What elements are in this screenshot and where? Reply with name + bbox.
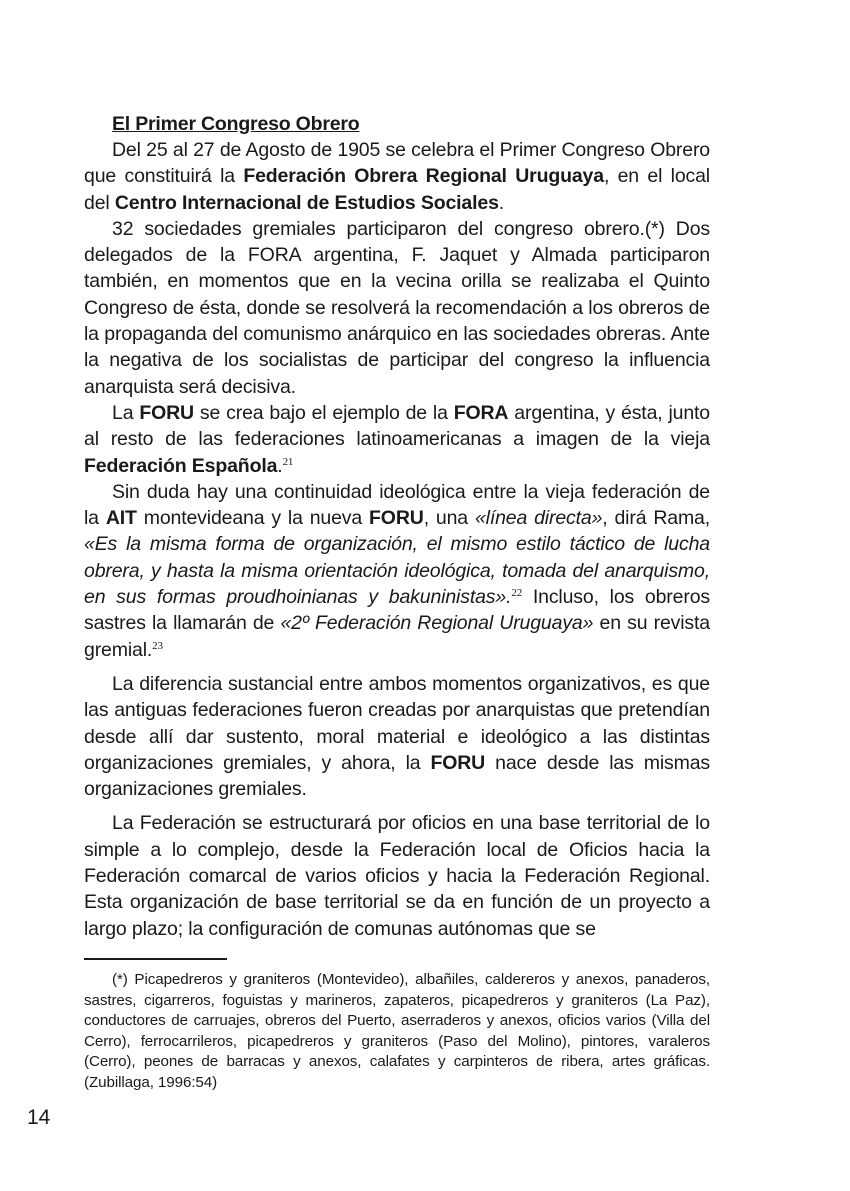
p3-text-c: se crea bajo el ejemplo de la (193, 401, 454, 424)
footnote-ref-22: 22 (511, 587, 523, 600)
p4-text-e: , dirá Rama, (602, 507, 711, 530)
p4-bold-foru: FORU (369, 507, 424, 530)
footnote-text: (*) Picapedreros y graniteros (Montevideo), albañiles, caldereros y anexos, panaderos, sastres, cigarreros, foguistas y marineros, zapateros, picapedreros y graniteros (La Paz), conductores de carruajes, obreros del Puerto, aserraderos y anexos, oficios varios (Villa del Cerro), ferrocarrileros, picapedreros y graniteros (Paso del Molino), pintores, varaleros (Cerro), peones de barracas y anexos, calafates y carpinteros de ribera, artes gráficas. (Zubillaga, 1996:54) (84, 971, 710, 1091)
p1-text-d: . (498, 191, 505, 214)
p3-bold-federacion-espanola: Federación Española (84, 454, 278, 477)
p1-bold-foru-name: Federación Obrera Regional Uruguaya (243, 165, 604, 188)
p4-text-g: en su revista gremial. (84, 612, 710, 661)
p5-text-a: La diferencia sustancial entre ambos momentos organizativos, es que las antiguas federaciones fueron creadas por anarquistas que pretendían desde allí dar sustento, moral material e ideológico a las distintas organizaciones gremiales, y ahora, la (84, 672, 710, 774)
p1-bold-centro-name: Centro Internacional de Estudios Sociales (114, 191, 499, 214)
p3-bold-fora: FORA (453, 401, 509, 424)
p4-italic-federacion: «2º Federación Regional Uruguaya» (280, 612, 594, 635)
paragraph-6: La Federación se estructurará por oficios en una base territorial de lo simple a lo complejo, desde la Federación local de Oficios hacia la Federación comarcal de varios oficios y hacia la Federación Regional. Esta organización de base territorial se da en función de un proyecto a largo plazo; la configuración de comunas autónomas que se (84, 812, 710, 940)
p4-text-c: montevideana y la nueva (136, 507, 370, 530)
footnote-ref-21: 21 (282, 455, 294, 468)
p4-italic-linea-directa: «línea directa» (474, 507, 603, 530)
p5-bold-foru: FORU (430, 751, 486, 774)
paragraph-4 (84, 479, 710, 663)
footnote-ref-23: 23 (152, 639, 163, 652)
p1-text-c: , en el local del (84, 165, 710, 214)
p1-text-a: Del 25 al 27 de Agosto de 1905 se celebra el Primer Congreso Obrero que constituirá la (84, 139, 710, 188)
p3-text-e: . (277, 454, 283, 477)
p5-text-c: nace desde las mismas organizaciones gremiales. (84, 751, 710, 801)
footnote-divider (84, 958, 227, 960)
paragraph-5 (84, 671, 710, 802)
p3-bold-foru: FORU (139, 401, 194, 424)
paragraph-3 (84, 400, 710, 479)
p4-italic-quote: «Es la misma forma de organización, el mismo estilo táctico de lucha obrera, y hasta la misma orientación ideológica, tomada del anarquismo, en sus formas proudhoinianas y bakuninistas». (84, 533, 710, 609)
p4-text-f: Incluso, los obreros sastres la llamarán de (84, 586, 710, 635)
paragraph-2: 32 sociedades gremiales participaron del congreso obrero.(*) Dos delegados de la FORA argentina, F. Jaquet y Almada participaron también, en momentos que en la vecina orilla se realizaba el Quinto Congreso de ésta, donde se resolverá la recomendación a los obreros de la propaganda del comunismo anárquico en las sociedades obreras. Ante la negativa de los socialistas de participar del congreso la influencia anarquista será decisiva. (84, 217, 710, 398)
page-number: 14 (27, 1106, 51, 1129)
section-heading: El Primer Congreso Obrero (112, 113, 360, 135)
p4-text-a: Sin duda hay una continuidad ideológica entre la vieja federación de la (84, 480, 710, 530)
p3-text-d: argentina, y ésta, junto al resto de las federaciones latinoamericanas a imagen de la vieja (84, 401, 710, 451)
p3-text-a: La (112, 401, 140, 424)
p4-bold-ait: AIT (105, 507, 137, 530)
paragraph-1 (84, 137, 710, 216)
page-body (84, 111, 710, 942)
p4-text-d: , una (423, 507, 475, 530)
